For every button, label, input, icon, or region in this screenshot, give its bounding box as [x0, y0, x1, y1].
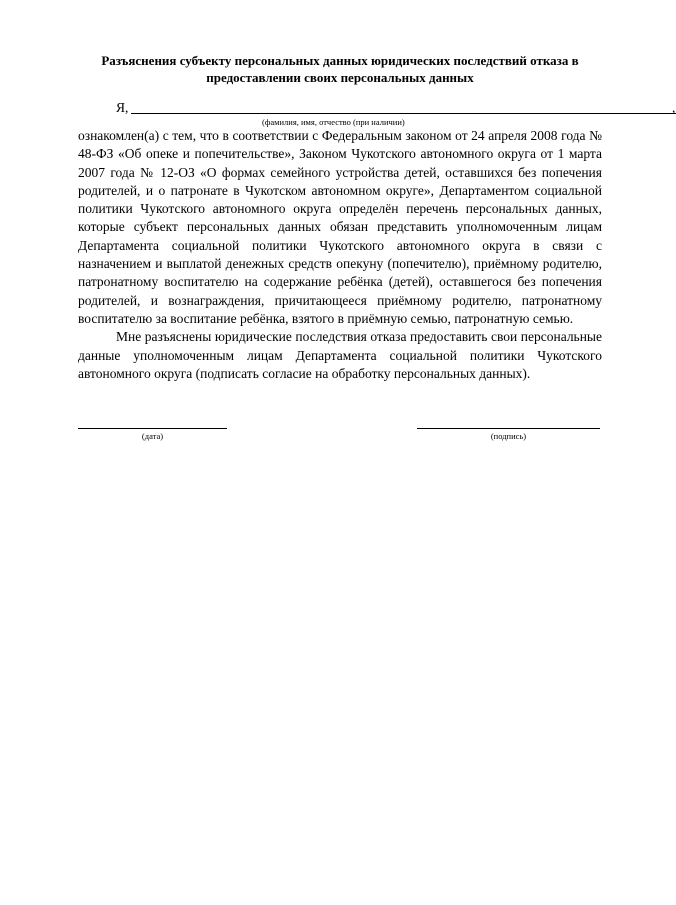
paragraph-acknowledgement: ознакомлен(а) с тем, что в соответствии с Федеральным законом от 24 апреля 2008 года № 48-ФЗ «Об опеке и попечительстве», Законом Чукотского автономного округа от 1 марта 2007 года № 12-ОЗ «О формах семейного устройства детей, оставшихся без попечения родителей, и о патронате в Чукотском автономном округе», Департаментом социальной политики Чукотского автономного округа определён перечень персональных данных, которые субъект персональных данных обязан представить уполномоченным лицам Департамента социальной политики Чукотского автономного округа в связи с назначением и выплатой денежных средств опекуну (попечителю), приёмному родителю, патронатному воспитателю на содержание ребёнка (детей), оставшегося без попечения родителей, и вознаграждения, причитающееся приёмному родителю, патронатному воспитателю за воспитание ребёнка, взятого в приёмную семью, патронатную семью.: [78, 128, 602, 326]
name-prefix: Я,: [116, 100, 129, 115]
document-body: [78, 127, 602, 383]
date-blank-line: [78, 428, 227, 429]
full-name-blank-line: [131, 113, 676, 114]
signature-caption: (подпись): [490, 431, 527, 441]
signature-blank-line: [417, 428, 600, 429]
date-caption: (дата): [141, 431, 164, 441]
full-name-row: [78, 99, 676, 117]
paragraph-consequences: Мне разъяснены юридические последствия отказа предоставить свои персональные данные уполномоченным лицам Департамента социальной политики Чукотского автономного округа (подписать согласие на обработку персональных данных).: [78, 329, 602, 381]
document-title: Разъяснения субъекту персональных данных юридических последствий отказа в предоставлении своих персональных данных: [101, 53, 579, 85]
full-name-caption: (фамилия, имя, отчество (при наличии): [262, 117, 405, 127]
name-suffix: ,: [672, 100, 676, 115]
